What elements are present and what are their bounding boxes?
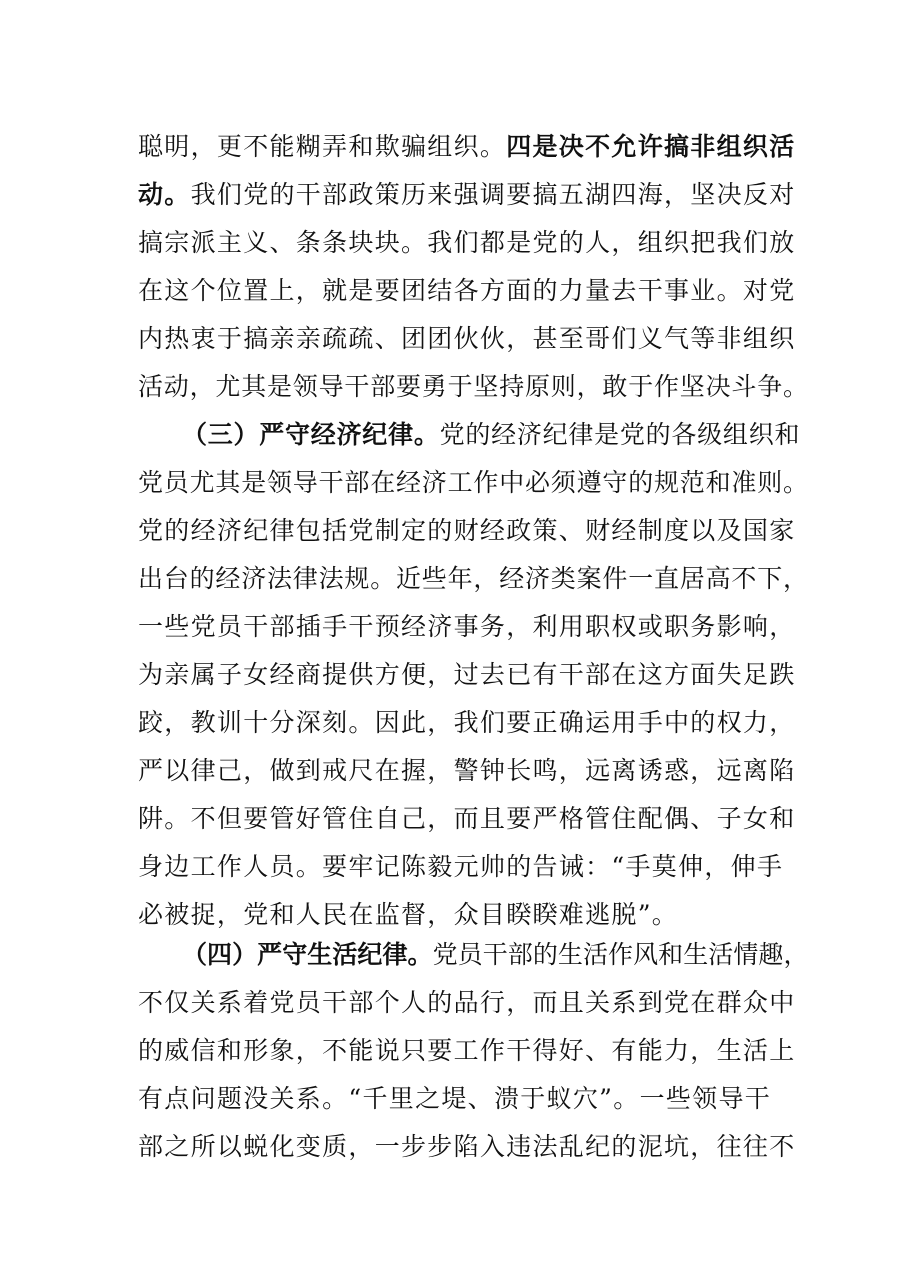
text-line	[138, 367, 809, 407]
line-text: 党的经济纪律包括党制定的财经政策、财经制度以及国家	[138, 516, 796, 545]
text-line	[138, 655, 796, 695]
line-text: 出台的经济法律法规。近些年，经济类案件一直居高不下，	[138, 564, 809, 593]
line-text: 党的经济纪律是党的各级组织和	[439, 420, 801, 449]
text-line	[138, 127, 796, 167]
line-text: 有点问题没关系。“千里之堤、溃于蚁穴”。一些领导干	[138, 1084, 772, 1113]
text-line	[138, 799, 796, 839]
text-line	[138, 847, 784, 887]
line-text: 一些党员干部插手干预经济事务，利用职权或职务影响，	[138, 612, 796, 641]
text-line	[138, 463, 809, 503]
section-heading: （三）严守经济纪律。	[182, 420, 440, 449]
text-line	[138, 223, 796, 263]
line-text: 内热衷于搞亲亲疏疏、团团伙伙，甚至哥们义气等非组织	[138, 324, 796, 353]
text-line	[182, 935, 822, 975]
text-line	[138, 511, 796, 551]
line-text: 跤，教训十分深刻。因此，我们要正确运用手中的权力，	[138, 708, 796, 737]
text-line	[138, 751, 796, 791]
text-line	[182, 415, 822, 455]
line-text: 我们党的干部政策历来强调要搞五湖四海，坚决反对	[190, 180, 796, 209]
line-text: 为亲属子女经商提供方便，过去已有干部在这方面失足跌	[138, 660, 796, 689]
line-text: 活动，尤其是领导干部要勇于坚持原则，敢于作坚决斗争。	[138, 372, 809, 401]
text-line	[138, 895, 778, 935]
text-line	[138, 1127, 796, 1167]
text-line	[138, 1031, 796, 1071]
line-text: 不仅关系着党员干部个人的品行，而且关系到党在群众中	[138, 988, 796, 1017]
line-text: 的威信和形象，不能说只要工作干得好、有能力，生活上	[138, 1036, 796, 1065]
text-line	[138, 607, 796, 647]
line-text: 严以律己，做到戒尺在握，警钟长鸣，远离诱惑，远离陷	[138, 756, 796, 785]
line-text: 在这个位置上，就是要团结各方面的力量去干事业。对党	[138, 276, 796, 305]
line-text: 搞宗派主义、条条块块。我们都是党的人，组织把我们放	[138, 228, 796, 257]
text-line	[138, 703, 796, 743]
line-text: 阱。不但要管好管住自己，而且要严格管住配偶、子女和	[138, 804, 796, 833]
bold-text: 动。	[138, 180, 191, 209]
line-text: 党员干部的生活作风和生活情趣，	[432, 940, 809, 969]
text-line	[138, 271, 796, 311]
text-line	[138, 559, 809, 599]
bold-text: 四是决不允许搞非组织活	[506, 132, 796, 161]
section-heading: （四）严守生活纪律。	[182, 940, 433, 969]
text-line	[138, 983, 796, 1023]
line-text: 部之所以蜕化变质，一步步陷入违法乱纪的泥坑，往往不	[138, 1132, 796, 1161]
text-line	[138, 175, 796, 215]
text-line	[138, 319, 796, 359]
line-text: 必被捉，党和人民在监督，众目睽睽难逃脱”。	[138, 900, 679, 929]
line-text: 聪明，更不能糊弄和欺骗组织。	[138, 132, 507, 161]
text-line	[138, 1079, 778, 1119]
line-text: 身边工作人员。要牢记陈毅元帅的告诫：“手莫伸，伸手	[138, 852, 784, 881]
line-text: 党员尤其是领导干部在经济工作中必须遵守的规范和准则。	[138, 468, 809, 497]
